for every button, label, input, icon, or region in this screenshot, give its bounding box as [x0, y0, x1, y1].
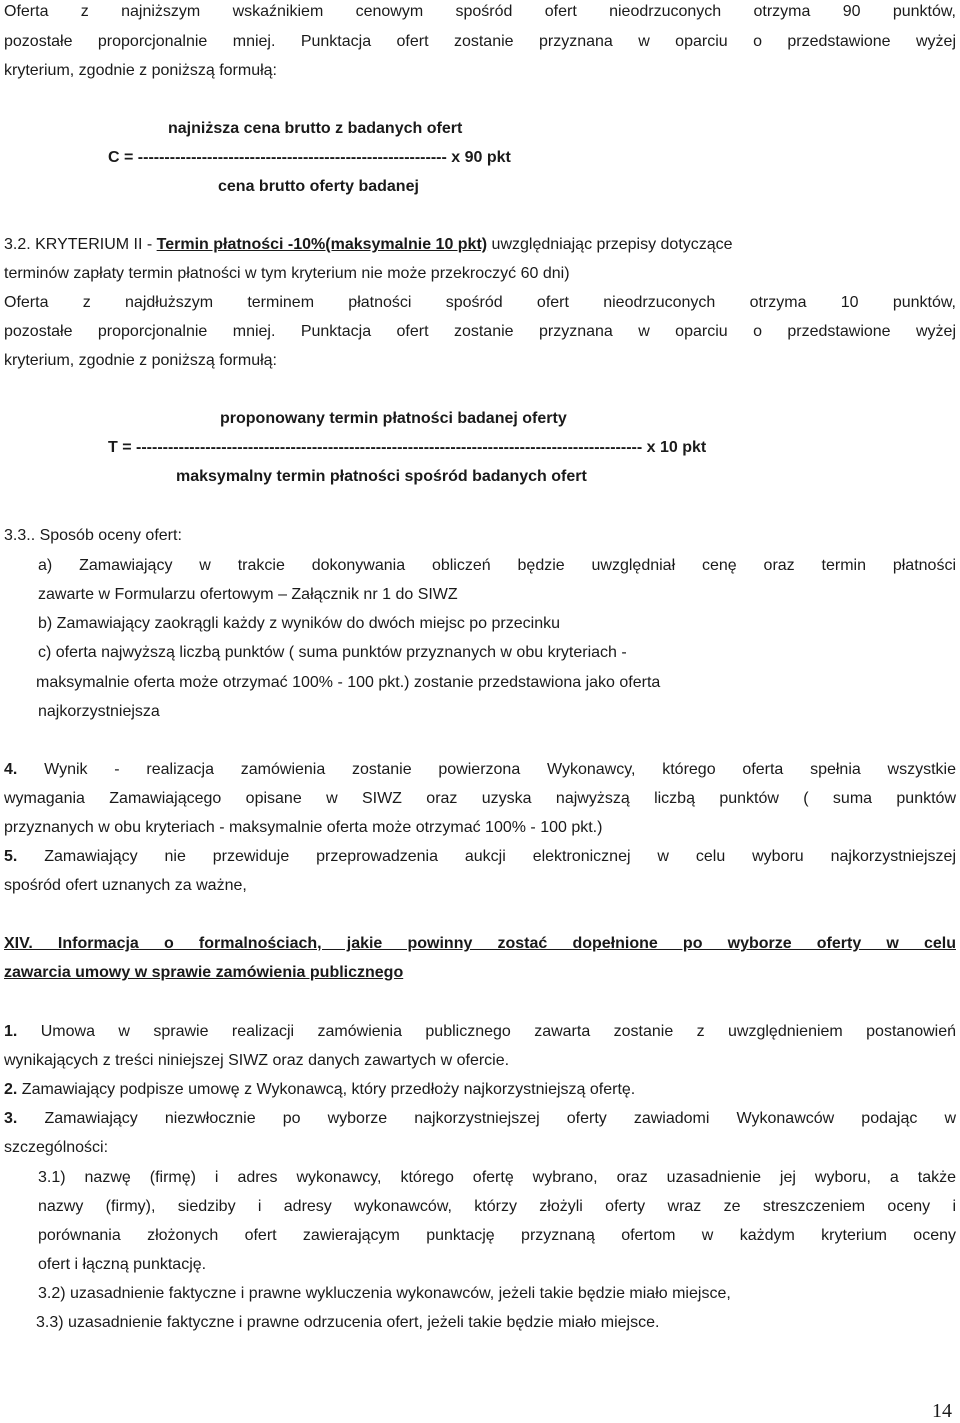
sub-item-3-1-cont: ofert i łączną punktację.: [38, 1256, 207, 1273]
text-line: kryterium, zgodnie z poniższą formułą:: [4, 352, 277, 369]
item-3-number: 3.: [4, 1110, 18, 1127]
criterion-2-suffix: uwzględniając przepisy dotyczące: [487, 236, 733, 253]
text-line: wynikających z treści niniejszej SIWZ oraz danych zawartych w ofercie.: [4, 1052, 510, 1069]
criterion-2-heading: [4, 235, 733, 255]
list-item-c: c) oferta najwyższą liczbą punktów ( suma punktów przyznanych w obu kryteriach -: [38, 644, 627, 661]
text-line: pozostałe proporcjonalnie mniej. Punktacja ofert zostanie przyznana w oparciu o przedstawione wyżej: [4, 323, 956, 340]
formula-c-numerator: najniższa cena brutto z badanych ofert: [168, 120, 463, 137]
list-item-b: b) Zamawiający zaokrągli każdy z wyników do dwóch miejsc po przecinku: [38, 615, 560, 632]
text-line: szczególności:: [4, 1139, 109, 1156]
paragraph-5-number: 5.: [4, 848, 18, 865]
sub-item-3-3: 3.3) uzasadnienie faktyczne i prawne odrzucenia ofert, jeżeli takie będzie miało miejsce.: [36, 1314, 660, 1331]
criterion-2-title: Termin płatności -10%(maksymalnie 10 pkt): [156, 236, 488, 253]
item-1-number: 1.: [4, 1023, 18, 1040]
item-3: [4, 1109, 956, 1129]
item-2: [4, 1080, 635, 1100]
item-1: [4, 1022, 956, 1042]
formula-c-denominator: cena brutto oferty badanej: [218, 178, 419, 195]
section-xiv-heading: XIV. Informacja o formalnościach, jakie powinny zostać dopełnione po wyborze oferty w celu: [4, 935, 956, 952]
paragraph-5-text: Zamawiający nie przewiduje przeprowadzenia aukcji elektronicznej w celu wyboru najkorzystniejszej: [17, 848, 956, 865]
paragraph-5: [4, 847, 956, 867]
item-2-text: Zamawiający podpisze umowę z Wykonawcą, który przedłoży najkorzystniejszą ofertę.: [17, 1081, 636, 1098]
list-item-c-cont: najkorzystniejsza: [38, 703, 160, 720]
item-3-text: Zamawiający niezwłocznie po wyborze najkorzystniejszej oferty zawiadomi Wykonawców podając w: [17, 1110, 956, 1127]
formula-t-numerator: proponowany termin płatności badanej oferty: [220, 410, 567, 427]
formula-c-equation: C = ---------------------------------------------------------- x 90 pkt: [108, 149, 511, 166]
item-1-text: Umowa w sprawie realizacji zamówienia publicznego zawarta zostanie z uwzględnieniem postanowień: [17, 1023, 956, 1040]
section-3-3-heading: 3.3.. Sposób oceny ofert:: [4, 527, 182, 544]
formula-t-denominator: maksymalny termin płatności spośród badanych ofert: [176, 468, 587, 485]
list-item-c-cont: maksymalnie oferta może otrzymać 100% - 100 pkt.) zostanie przedstawiona jako oferta: [36, 674, 661, 691]
text-line: Oferta z najniższym wskaźnikiem cenowym spośród ofert nieodrzuconych otrzyma 90 punktów,: [4, 3, 956, 20]
formula-t-equation: T = ----------------------------------------------------------------------------------------------- x 10 pkt: [108, 439, 707, 456]
sub-item-3-1: 3.1) nazwę (firmę) i adres wykonawcy, którego ofertę wybrano, oraz uzasadnienie jej wyboru, a także: [38, 1169, 956, 1186]
text-line: przyznanych w obu kryteriach - maksymalnie oferta może otrzymać 100% - 100 pkt.): [4, 819, 603, 836]
text-line: kryterium, zgodnie z poniższą formułą:: [4, 62, 277, 79]
paragraph-4-number: 4.: [4, 761, 18, 778]
text-line: terminów zapłaty termin płatności w tym kryterium nie może przekroczyć 60 dni): [4, 265, 570, 282]
text-line: spośród ofert uznanych za ważne,: [4, 877, 247, 894]
text-line: Oferta z najdłuższym terminem płatności spośród ofert nieodrzuconych otrzyma 10 punktów,: [4, 294, 956, 311]
sub-item-3-1-cont: nazwy (firmy), siedziby i adresy wykonawców, którzy złożyli oferty wraz ze streszczeniem oceny i: [38, 1198, 956, 1215]
list-item-a: a) Zamawiający w trakcie dokonywania obliczeń będzie uwzględniał cenę oraz termin płatności: [38, 557, 956, 574]
paragraph-4: [4, 760, 956, 780]
paragraph-4-text: Wynik - realizacja zamówienia zostanie powierzona Wykonawcy, którego oferta spełnia wszystkie: [17, 761, 956, 778]
criterion-2-prefix: 3.2. KRYTERIUM II -: [4, 236, 157, 253]
list-item-a-cont: zawarte w Formularzu ofertowym – Załącznik nr 1 do SIWZ: [38, 586, 458, 603]
sub-item-3-2: 3.2) uzasadnienie faktyczne i prawne wykluczenia wykonawców, jeżeli takie będzie miało miejsce,: [38, 1285, 731, 1302]
section-xiv-heading-cont: zawarcia umowy w sprawie zamówienia publicznego: [4, 964, 404, 981]
sub-item-3-1-cont: porównania złożonych ofert zawierającym punktację przyznaną ofertom w każdym kryterium oceny: [38, 1227, 956, 1244]
text-line: pozostałe proporcjonalnie mniej. Punktacja ofert zostanie przyznana w oparciu o przedstawione wyżej: [4, 33, 956, 50]
item-2-number: 2.: [4, 1081, 18, 1098]
page-number: 14: [932, 1400, 952, 1422]
text-line: wymagania Zamawiającego opisane w SIWZ oraz uzyska najwyższą liczbą punktów ( suma punktów: [4, 790, 956, 807]
